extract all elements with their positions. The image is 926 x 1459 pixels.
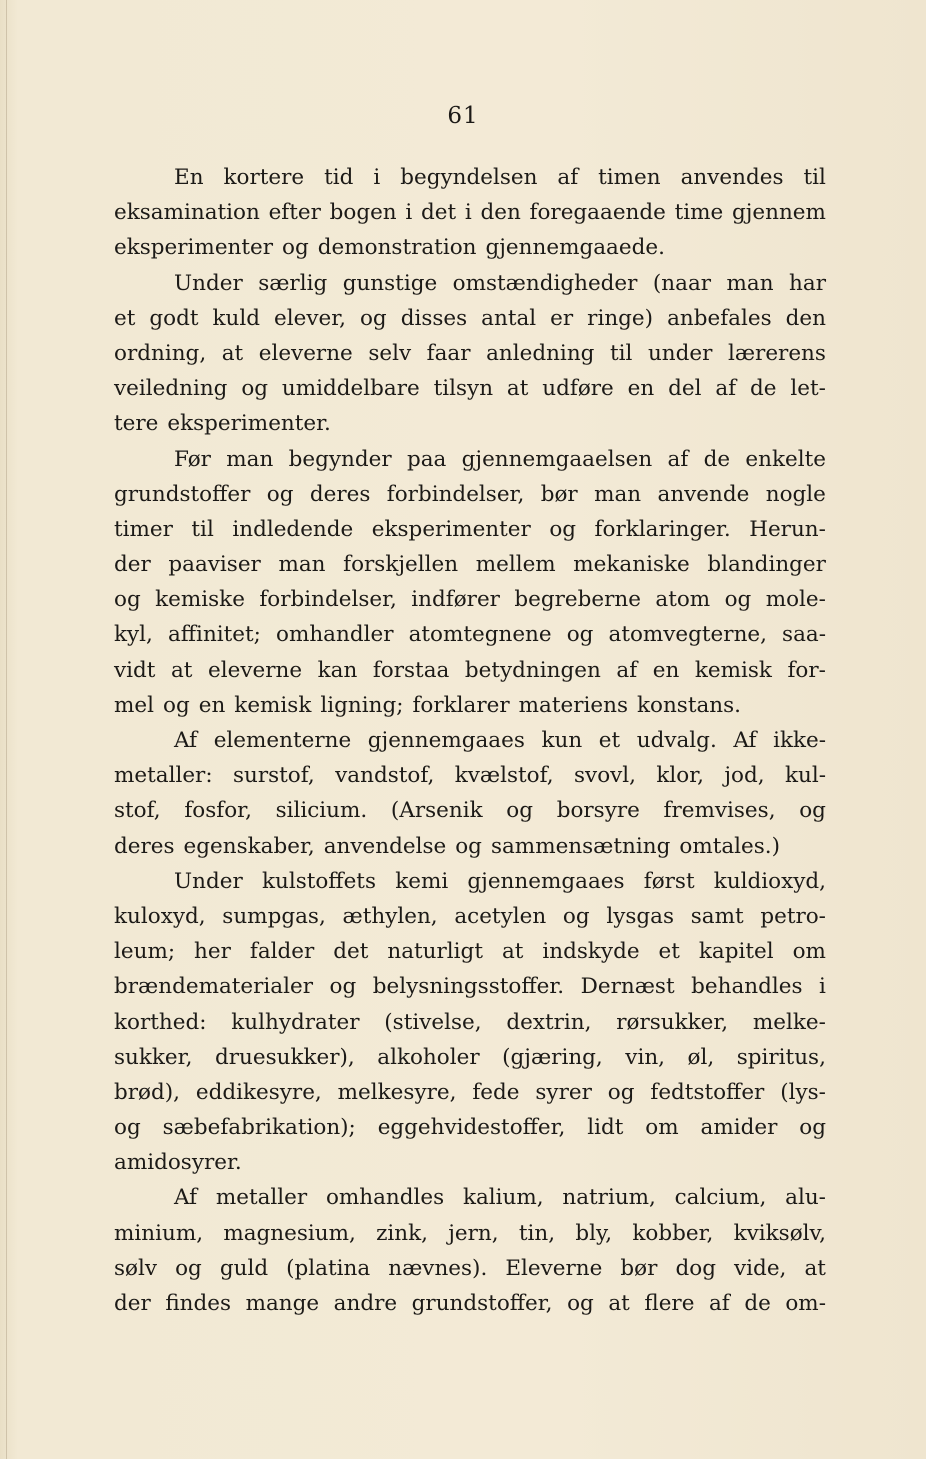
text-line: Under kulstoffets kemi gjennemgaaes først kuldioxyd, (174, 868, 826, 894)
text-line: der paaviser man forskjellen mellem mekaniske blandinger (114, 552, 826, 578)
text-line: sølv og guld (platina nævnes). Eleverne bør dog vide, at (114, 1255, 826, 1281)
text-line: et godt kuld elever, og disses antal er ringe) anbefales den (114, 305, 826, 331)
text-line: deres egenskaber, anvendelse og sammensætning omtales.) (114, 833, 781, 859)
text-line: grundstoffer og deres forbindelser, bør man anvende nogle (114, 481, 826, 507)
body-text (114, 160, 826, 1321)
text-line: eksperimenter og demonstration gjennemgaaede. (114, 235, 665, 261)
text-line: metaller: surstof, vandstof, kvælstof, svovl, klor, jod, kul- (114, 763, 826, 789)
text-line: timer til indledende eksperimenter og forklaringer. Herun- (114, 516, 826, 542)
text-line: brændematerialer og belysningsstoffer. Dernæst behandles i (114, 974, 826, 1000)
text-line: brød), eddikesyre, melkesyre, fede syrer og fedtstoffer (lys- (114, 1079, 826, 1105)
text-line: korthed: kulhydrater (stivelse, dextrin, rørsukker, melke- (114, 1009, 826, 1035)
text-line: vidt at eleverne kan forstaa betydningen af en kemisk for- (114, 657, 826, 683)
text-line: og kemiske forbindelser, indfører begreberne atom og mole- (114, 587, 826, 613)
text-line: sukker, druesukker), alkoholer (gjæring, vin, øl, spiritus, (114, 1044, 826, 1070)
text-line: Af elementerne gjennemgaaes kun et udvalg. Af ikke- (174, 728, 826, 753)
text-line: Før man begynder paa gjennemgaaelsen af de enkelte (174, 446, 826, 472)
text-line: kyl, affinitet; omhandler atomtegnene og atomvegterne, saa- (114, 622, 826, 648)
text-line: amidosyrer. (114, 1150, 242, 1176)
text-line: stof, fosfor, silicium. (Arsenik og borsyre fremvises, og (114, 798, 826, 824)
text-line: Under særlig gunstige omstændigheder (naar man har (174, 270, 826, 296)
text-line: tere eksperimenter. (114, 411, 331, 437)
text-line: minium, magnesium, zink, jern, tin, bly, kobber, kviksølv, (114, 1220, 826, 1246)
page-number: 61 (447, 103, 479, 129)
text-line: kuloxyd, sumpgas, æthylen, acetylen og lysgas samt petro- (114, 903, 826, 929)
text-line: Af metaller omhandles kalium, natrium, calcium, alu- (174, 1185, 826, 1211)
text-line: leum; her falder det naturligt at indskyde et kapitel om (114, 939, 826, 965)
text-line: der findes mange andre grundstoffer, og at flere af de om- (114, 1291, 826, 1316)
text-line: og sæbefabrikation); eggehvidestoffer, lidt om amider og (114, 1115, 826, 1141)
page-edge (6, 0, 7, 1459)
text-line: veiledning og umiddelbare tilsyn at udføre en del af de let- (114, 376, 826, 402)
text-line: ordning, at eleverne selv faar anledning til under lærerens (114, 340, 826, 366)
text-line: eksamination efter bogen i det i den foregaaende time gjennem (114, 200, 826, 226)
text-line: mel og en kemisk ligning; forklarer materiens konstans. (114, 692, 742, 718)
text-line: En kortere tid i begyndelsen af timen anvendes til (174, 165, 826, 190)
